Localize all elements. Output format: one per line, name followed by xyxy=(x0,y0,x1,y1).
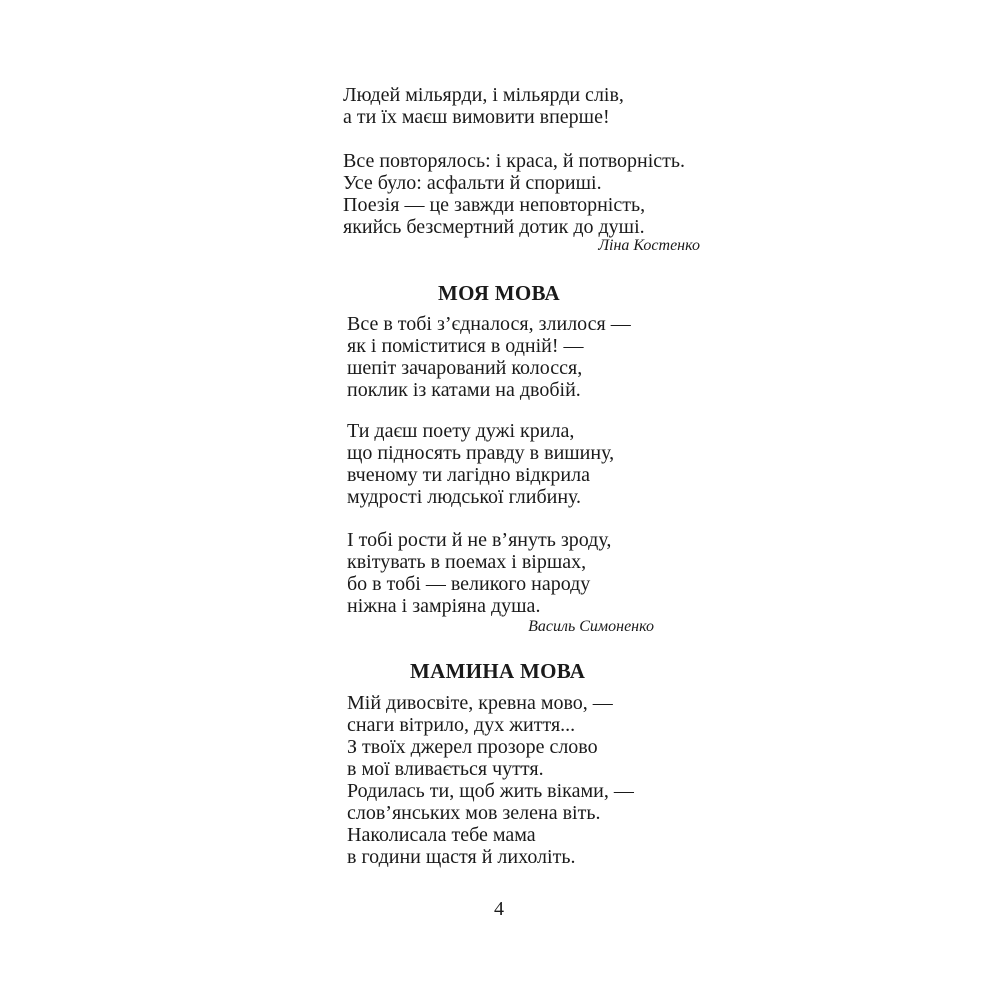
page-number: 4 xyxy=(494,898,504,920)
poem1-stanza1 xyxy=(343,84,624,128)
poem-line: Все повторялось: і краса, й потворність. xyxy=(343,150,686,172)
poem-line: Людей мільярди, і мільярди слів, xyxy=(343,84,624,106)
poem3-title: МАМИНА МОВА xyxy=(410,659,586,683)
poem-line: якийсь безсмертний дотик до душі. xyxy=(343,216,645,238)
poem2-author: Василь Симоненко xyxy=(528,618,654,635)
poem-line: слов’янських мов зелена віть. xyxy=(347,802,601,824)
poem-line: поклик із катами на двобій. xyxy=(347,379,581,401)
poem-line: Наколисала тебе мама xyxy=(347,824,536,846)
poem2-stanza3 xyxy=(347,529,611,617)
poem1-author: Ліна Костенко xyxy=(598,237,700,254)
poem-line: З твоїх джерел прозоре слово xyxy=(347,736,598,758)
poem2-stanza2 xyxy=(347,420,614,508)
poem-line: Поезія — це завжди неповторність, xyxy=(343,194,646,216)
poem-line: квітувать в поемах і віршах, xyxy=(347,551,587,573)
poem2-stanza1 xyxy=(347,313,631,401)
poem-line: як і поміститися в одній! — xyxy=(347,335,584,357)
poem-line: в мої вливається чуття. xyxy=(347,758,544,780)
poem-line: Родилась ти, щоб жить віками, — xyxy=(347,780,634,802)
poem-line: вченому ти лагідно відкрила xyxy=(347,464,590,486)
poem-line: Усе було: асфальти й спориші. xyxy=(343,172,602,194)
poem-line: снаги вітрило, дух життя... xyxy=(347,714,576,736)
poem3-stanza xyxy=(347,692,634,868)
poem-line: Все в тобі з’єдналося, злилося — xyxy=(347,313,631,335)
poem-line: бо в тобі — великого народу xyxy=(347,573,591,595)
poem-line: І тобі рости й не в’януть зроду, xyxy=(347,529,612,551)
poem-line: що підносять правду в вишину, xyxy=(347,442,615,464)
poem-line: шепіт зачарований колосся, xyxy=(347,357,583,379)
poem1-stanza2 xyxy=(343,150,685,238)
poem2-title: МОЯ МОВА xyxy=(438,281,560,305)
poem-line: Ти даєш поету дужі крила, xyxy=(347,420,575,442)
poem-line: ніжна і замріяна душа. xyxy=(347,595,541,617)
poem-line: в години щастя й лихоліть. xyxy=(347,846,576,868)
poem-line: а ти їх маєш вимовити вперше! xyxy=(343,106,610,128)
poem-line: Мій дивосвіте, кревна мово, — xyxy=(347,692,613,714)
poem-line: мудрості людської глибину. xyxy=(347,486,582,508)
